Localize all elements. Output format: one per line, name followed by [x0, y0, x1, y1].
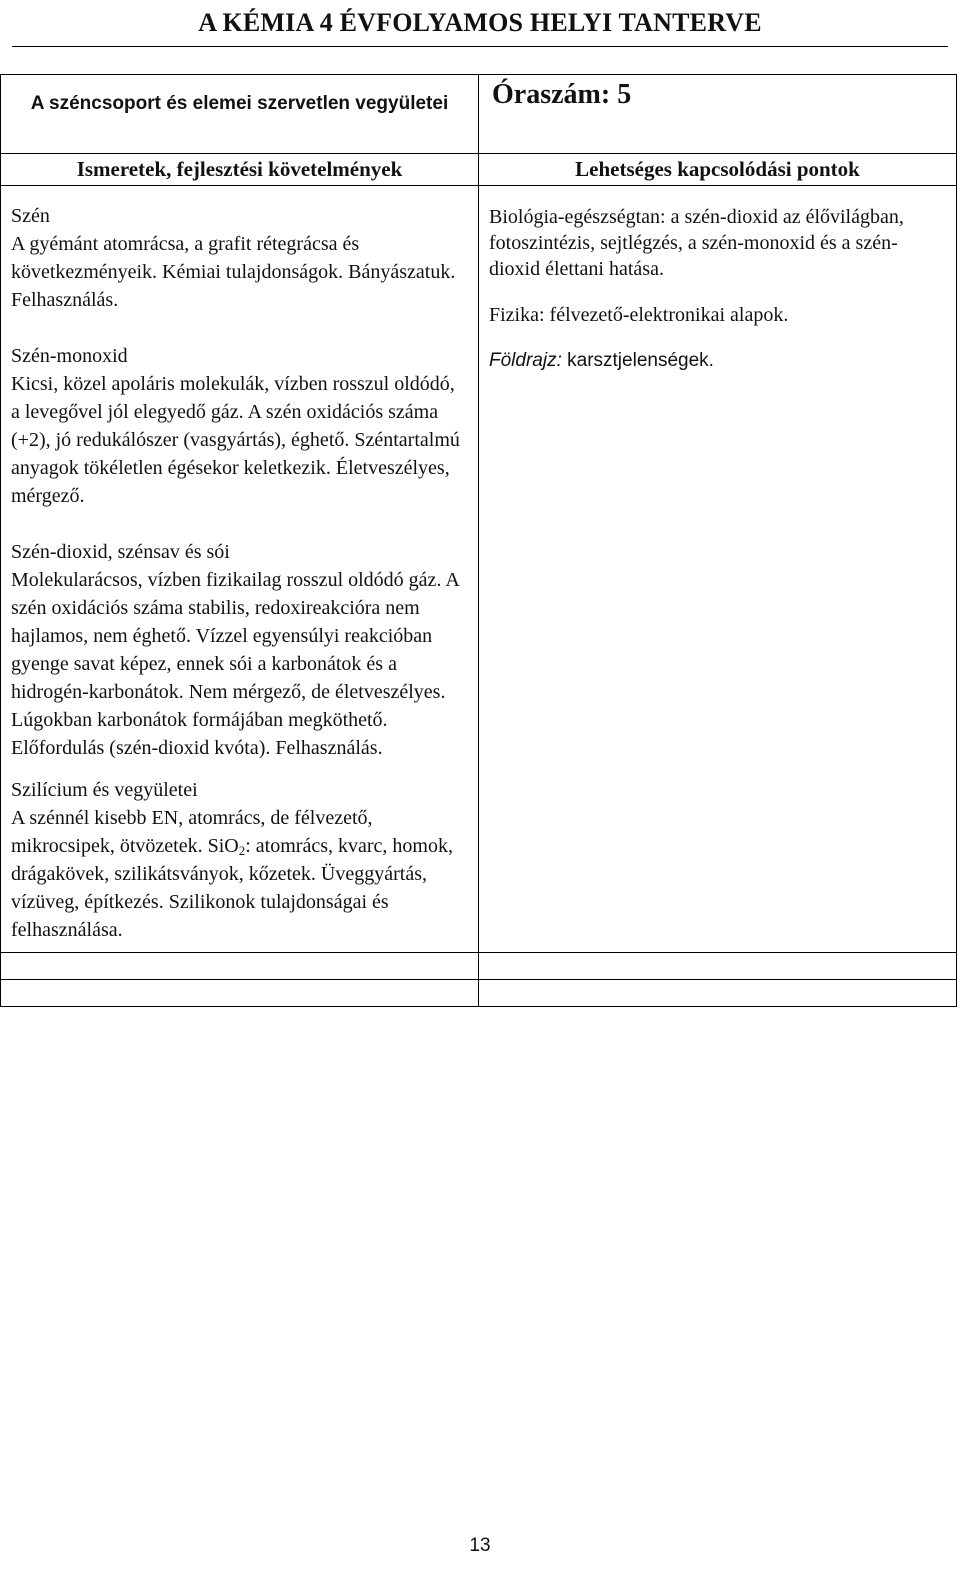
link-foldrajz [489, 348, 946, 374]
link-text: félvezető-elektronikai alapok. [544, 304, 789, 326]
link-text: karsztjelenségek. [561, 350, 714, 371]
right-column-header: Lehetséges kapcsolódási pontok [479, 154, 957, 186]
page-number: 13 [469, 1535, 491, 1556]
section-body: Molekularácsos, vízben fizikailag rosszul oldódó gáz. A szén oxidációs száma stabilis, redoxireakcióra nem hajlamos, nem éghető. Vízzel egyensúlyi reakcióban gyenge savat képez, ennek sói a karbonátok és a hidrogén-karbonátok. Nem mérgező, de életveszélyes. Lúgokban karbonátok formájában megköthető. Előfordulás (szén-dioxid kvóta). Felhasználás. [11, 569, 459, 759]
empty-cell [479, 953, 957, 980]
section-heading: Szén-dioxid, szénsav és sói [11, 541, 230, 563]
requirements-cell [1, 186, 479, 953]
section-body: A gyémánt atomrácsa, a grafit rétegrácsa és következményeik. Kémiai tulajdonságok. Bányászatuk. Felhasználás. [11, 233, 456, 311]
section-heading: Szilícium és vegyületei [11, 779, 198, 801]
section-szen [11, 202, 468, 314]
section-body-part: A szénnél kisebb EN, atomrács, de félvezető, mikrocsipek, ötvözetek. SiO [11, 807, 373, 857]
section-szen-dioxid [11, 538, 468, 762]
hours-cell [479, 75, 957, 154]
section-szilicium [11, 776, 468, 944]
page-title: A KÉMIA 4 ÉVFOLYAMOS HELYI TANTERVE [198, 8, 762, 37]
topic-title: A széncsoport és elemei szervetlen vegyületei [30, 93, 449, 114]
topic-title-cell [1, 75, 479, 154]
content-row [1, 186, 957, 953]
section-body-part: : atomrács, kvarc, homok, drágakövek, szilikátsványok, kőzetek. Üveggyártás, vízüveg, építkezés. Szilikonok tulajdonságai és felhasználása. [11, 835, 453, 941]
link-fizika [489, 302, 946, 328]
link-subject: Biológia-egészségtan: [489, 206, 666, 228]
section-heading: Szén [11, 205, 50, 227]
section-szen-monoxid [11, 342, 468, 510]
page-header [12, 4, 948, 47]
section-heading: Szén-monoxid [11, 345, 128, 367]
topic-row [1, 75, 957, 154]
empty-row [1, 953, 957, 980]
curriculum-table [0, 74, 957, 1007]
section-body: Kicsi, közel apoláris molekulák, vízben rosszul oldódó, a levegővel jól elegyedő gáz. A szén oxidációs száma (+2), jó redukálószer (vasgyártás), éghető. Széntartalmú anyagok tökéletlen égésekor keletkezik. Életveszélyes, mérgező. [11, 373, 460, 507]
empty-cell [1, 980, 479, 1007]
empty-cell [479, 980, 957, 1007]
link-biologia [489, 204, 946, 282]
empty-cell [1, 953, 479, 980]
hours [489, 75, 946, 111]
hours-label: Óraszám: [492, 79, 611, 110]
empty-row [1, 980, 957, 1007]
link-subject: Fizika: [489, 304, 545, 326]
hours-value: 5 [617, 79, 632, 110]
column-header-row [1, 154, 957, 186]
subscript: 2 [238, 843, 246, 858]
connections-cell [479, 186, 957, 953]
left-column-header: Ismeretek, fejlesztési követelmények [1, 154, 479, 186]
section-body [11, 804, 468, 944]
link-subject: Földrajz: [489, 350, 562, 371]
link-text: a szén-dioxid az élővilágban, fotoszintézis, sejtlégzés, a szén-monoxid és a szén-dioxid élettani hatása. [489, 206, 904, 280]
